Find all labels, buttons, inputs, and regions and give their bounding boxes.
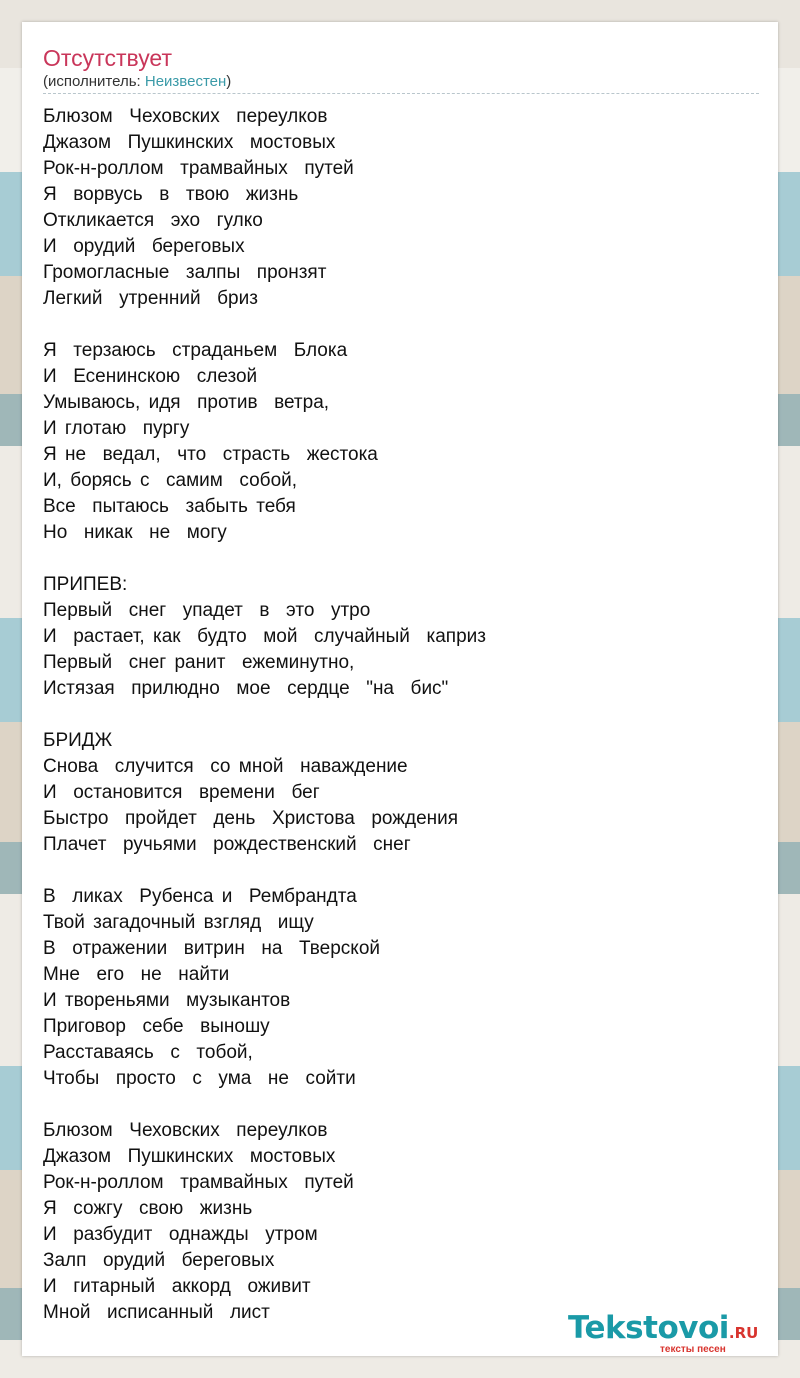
lyric-line: Но никак не могу — [43, 522, 227, 543]
lyric-line: Рок-н-роллом трамвайных путей — [43, 1172, 354, 1193]
lyric-line: Залп орудий береговых — [43, 1250, 275, 1271]
lyric-line: И, борясь с самим собой, — [43, 470, 298, 491]
lyric-line: Я сожгу свою жизнь — [43, 1198, 253, 1219]
lyric-line: Я не ведал, что страсть жестока — [43, 444, 378, 465]
lyrics-stanza — [43, 728, 759, 858]
lyric-line: И орудий береговых — [43, 236, 245, 257]
song-title: Отсутствует — [43, 45, 172, 71]
artist-prefix: (исполнитель: — [43, 73, 145, 90]
lyric-line: И глотаю пургу — [43, 418, 190, 439]
site-logo[interactable] — [568, 1310, 778, 1354]
lyric-line: Мне его не найти — [43, 964, 230, 985]
lyric-line: В ликах Рубенса и Рембрандта — [43, 886, 357, 907]
artist-link[interactable]: Неизвестен — [144, 73, 227, 90]
lyrics-stanza — [43, 338, 759, 546]
lyrics-body — [43, 104, 759, 1352]
lyric-line: Легкий утренний бриз — [43, 288, 258, 309]
lyric-line: Все пытаюсь забыть тебя — [43, 496, 296, 517]
lyric-line: Чтобы просто с ума не сойти — [43, 1068, 356, 1089]
lyric-line: Я ворвусь в твою жизнь — [43, 184, 299, 205]
logo-main-text: Tekstovoi — [568, 1310, 729, 1346]
lyric-line: В отражении витрин на Тверской — [43, 938, 381, 959]
lyric-line: И гитарный аккорд оживит — [43, 1276, 311, 1297]
lyric-line: Мной исписанный лист — [43, 1302, 270, 1323]
lyric-line: И растает, как будто мой случайный каприз — [43, 626, 486, 647]
lyric-line: БРИДЖ — [43, 730, 113, 751]
lyric-line: Приговор себе выношу — [43, 1016, 270, 1037]
artist-line — [43, 73, 231, 91]
lyric-line: Джазом Пушкинских мостовых — [43, 1146, 336, 1167]
lyrics-stanza — [43, 572, 759, 702]
lyric-line: Я терзаюсь страданьем Блока — [43, 340, 348, 361]
lyric-line: Блюзом Чеховских переулков — [43, 1120, 328, 1141]
lyric-line: Рок-н-роллом трамвайных путей — [43, 158, 354, 179]
lyric-line: Истязая прилюдно мое сердце "на бис" — [43, 678, 449, 699]
lyric-line: ПРИПЕВ: — [43, 574, 128, 595]
lyric-line: Быстро пройдет день Христова рождения — [43, 808, 459, 829]
logo-tagline: тексты песен — [660, 1344, 726, 1355]
lyric-line: Первый снег ранит ежеминутно, — [43, 652, 355, 673]
lyric-line: Твой загадочный взгляд ищу — [43, 912, 314, 933]
lyric-line: Умываюсь, идя против ветра, — [43, 392, 330, 413]
lyric-line: Громогласные залпы пронзят — [43, 262, 327, 283]
lyric-line: Снова случится со мной наваждение — [43, 756, 408, 777]
lyric-line: Откликается эхо гулко — [43, 210, 263, 231]
lyric-line: Первый снег упадет в это утро — [43, 600, 371, 621]
artist-suffix: ) — [226, 73, 232, 90]
lyric-line: Расставаясь с тобой, — [43, 1042, 253, 1063]
logo-domain: .RU — [728, 1324, 759, 1342]
lyric-line: И Есенинскою слезой — [43, 366, 258, 387]
lyric-line: И остановится времени бег — [43, 782, 320, 803]
lyric-line: Блюзом Чеховских переулков — [43, 106, 328, 127]
title-divider — [43, 93, 759, 94]
lyric-line: И разбудит однажды утром — [43, 1224, 318, 1245]
lyrics-card — [22, 22, 778, 1356]
lyric-line: И творeньями музыкантов — [43, 990, 291, 1011]
lyrics-stanza — [43, 884, 759, 1092]
lyric-line: Плачет ручьями рождественский снег — [43, 834, 411, 855]
lyrics-stanza — [43, 104, 759, 312]
lyric-line: Джазом Пушкинских мостовых — [43, 132, 336, 153]
lyrics-stanza — [43, 1118, 759, 1326]
